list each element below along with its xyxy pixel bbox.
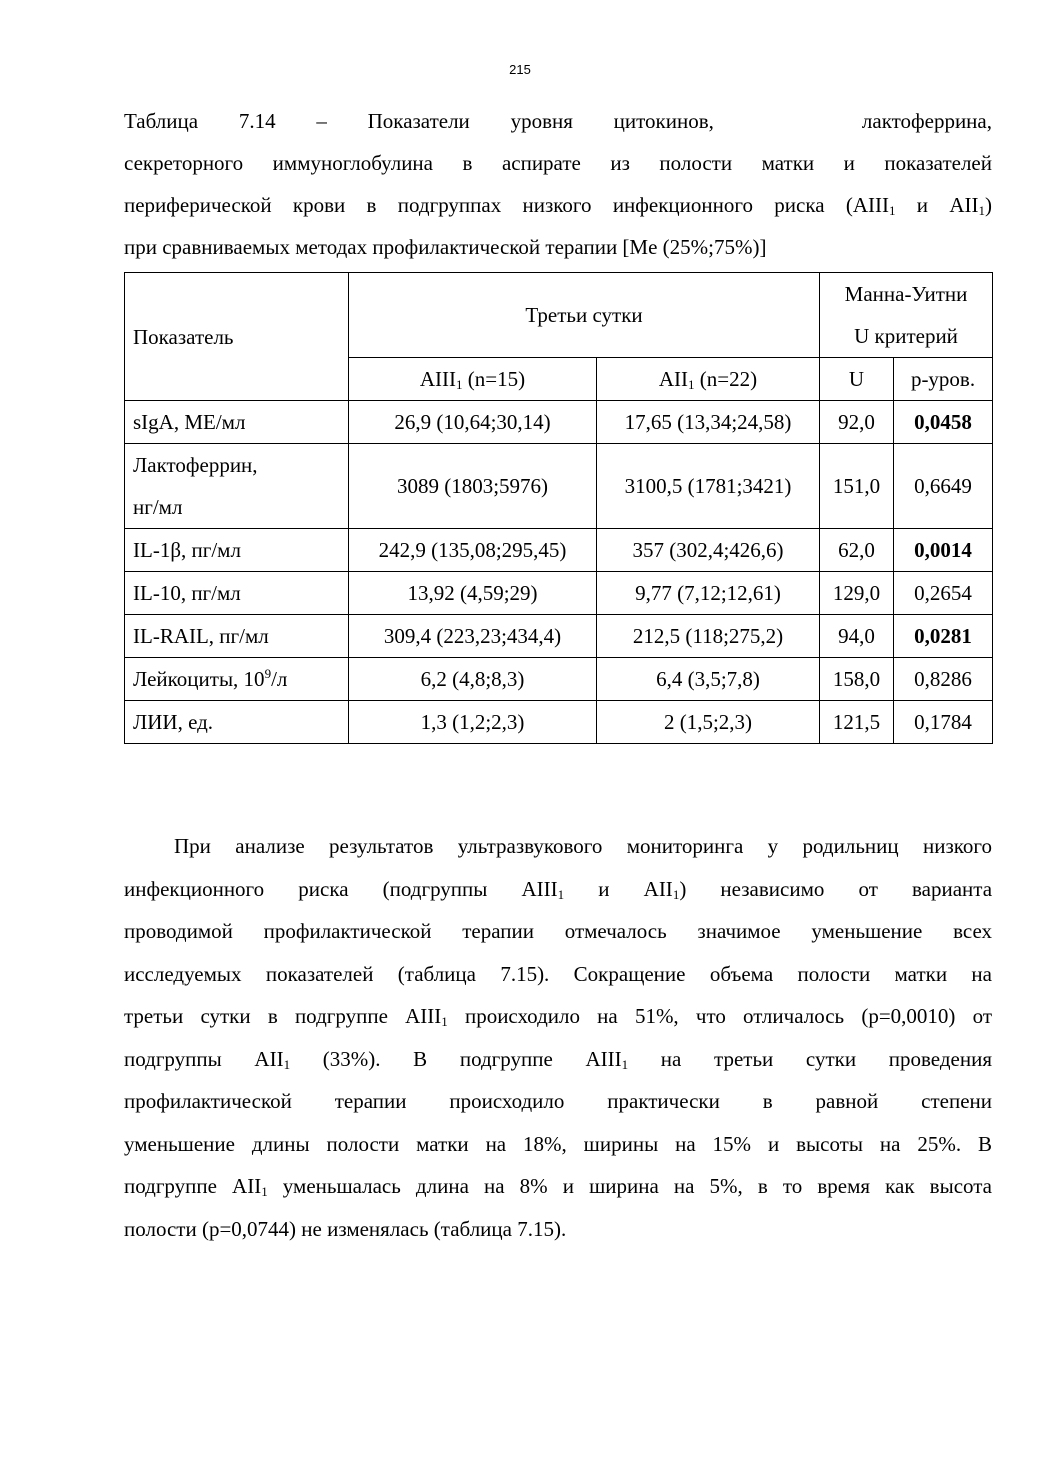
paragraph-text: При анализе результатов ультразвукового мониторинга у родильниц низкого — [174, 834, 992, 858]
subscript: 1 — [889, 203, 896, 218]
header-p: р-уров. — [894, 358, 993, 401]
header-u: U — [820, 358, 894, 401]
group-n: (n=15) — [462, 367, 526, 391]
page-number: 215 — [509, 62, 531, 77]
row-p-value: 0,2654 — [894, 572, 993, 615]
caption-text: и АII — [895, 193, 979, 217]
row-u-value: 151,0 — [820, 444, 894, 529]
paragraph-text: уменьшалась длина на 8% и ширина на 5%, в то время как высота — [267, 1174, 992, 1198]
caption-line-4: при сравниваемых методах профилактической терапии [Me (25%;75%)] — [124, 235, 767, 259]
row-indicator: ЛИИ, ед. — [125, 701, 349, 744]
row-group-1-value: 1,3 (1,2;2,3) — [349, 701, 597, 744]
row-indicator — [125, 444, 349, 529]
subscript: 1 — [456, 377, 463, 392]
paragraph-line — [124, 1038, 992, 1081]
header-mw-line-2: U критерий — [854, 324, 958, 348]
paragraph-line: уменьшение длины полости матки на 18%, ширины на 15% и высоты на 25%. В — [124, 1131, 992, 1156]
data-table — [124, 272, 993, 744]
table-row — [125, 401, 993, 444]
table-row — [125, 529, 993, 572]
subscript: 1 — [672, 886, 680, 902]
paragraph-text: происходило на 51%, что отличалось (р=0,0010) от — [447, 1004, 993, 1028]
row-u-value: 158,0 — [820, 658, 894, 701]
caption-text: периферической крови в подгруппах низкого инфекционного риска (АIII — [124, 193, 889, 217]
group-n: (n=22) — [694, 367, 758, 391]
row-p-value: 0,0014 — [894, 529, 993, 572]
subscript: 1 — [441, 1014, 448, 1029]
paragraph-line — [124, 868, 992, 911]
table-row — [125, 701, 993, 744]
caption-line-1 — [124, 100, 992, 142]
row-indicator-line: Лактоферрин, — [133, 453, 258, 477]
paragraph-line: профилактической терапии происходило практически в равной степени — [124, 1089, 992, 1113]
paragraph-line — [124, 825, 992, 868]
header-group-2 — [597, 358, 820, 401]
paragraph-line — [124, 995, 992, 1038]
row-indicator: IL-10, пг/мл — [125, 572, 349, 615]
paragraph-text: и АII — [564, 876, 673, 901]
paragraph-text: на третьи сутки проведения — [628, 1046, 992, 1071]
group-label: АII — [658, 367, 689, 391]
row-p-value: 0,0458 — [894, 401, 993, 444]
row-group-1-value: 242,9 (135,08;295,45) — [349, 529, 597, 572]
row-u-value: 92,0 — [820, 401, 894, 444]
row-p-value: 0,0281 — [894, 615, 993, 658]
row-p-value: 0,6649 — [894, 444, 993, 529]
header-mann-whitney — [820, 273, 993, 358]
header-indicator: Показатель — [125, 273, 349, 401]
paragraph-line — [124, 1165, 992, 1208]
paragraph-text: (33%). В подгруппе АIII — [290, 1046, 622, 1071]
subscript: 1 — [978, 203, 986, 218]
paragraph-line: исследуемых показателей (таблица 7.15). Сокращение объема полости матки на — [124, 961, 992, 986]
subscript: 1 — [283, 1056, 291, 1072]
caption-text: ) — [985, 193, 993, 217]
header-mw-line-1: Манна-Уитни — [844, 282, 968, 306]
caption-text: Таблица 7.14 – Показатели уровня цитокинов, — [124, 109, 714, 133]
row-u-value: 121,5 — [820, 701, 894, 744]
row-group-2-value: 9,77 (7,12;12,61) — [597, 572, 820, 615]
row-group-1-value: 13,92 (4,59;29) — [349, 572, 597, 615]
row-indicator-text: Лейкоциты, 10 — [133, 667, 265, 691]
paragraph-text: подгруппы АII — [124, 1046, 284, 1071]
header-group-1 — [349, 358, 597, 401]
paragraph-text: инфекционного риска (подгруппы АIII — [124, 876, 558, 901]
paragraph-text: ) независимо от варианта — [679, 876, 993, 901]
row-indicator — [125, 658, 349, 701]
subscript: 1 — [557, 886, 565, 902]
row-group-2-value: 17,65 (13,34;24,58) — [597, 401, 820, 444]
row-group-2-value: 357 (302,4;426,6) — [597, 529, 820, 572]
row-group-2-value: 2 (1,5;2,3) — [597, 701, 820, 744]
group-label: АIII — [419, 367, 457, 391]
row-group-1-value: 6,2 (4,8;8,3) — [349, 658, 597, 701]
row-group-1-value: 309,4 (223,23;434,4) — [349, 615, 597, 658]
row-u-value: 62,0 — [820, 529, 894, 572]
header-period: Третьи сутки — [349, 273, 820, 358]
row-indicator-line: нг/мл — [133, 495, 183, 519]
paragraph-text: подгруппе АII — [124, 1174, 262, 1198]
row-indicator-text: /л — [271, 667, 288, 691]
caption-line-3 — [124, 184, 992, 226]
row-group-1-value: 3089 (1803;5976) — [349, 444, 597, 529]
row-indicator: sIgA, МЕ/мл — [125, 401, 349, 444]
row-indicator: IL-1β, пг/мл — [125, 529, 349, 572]
row-u-value: 94,0 — [820, 615, 894, 658]
table-caption — [124, 100, 992, 268]
row-p-value: 0,1784 — [894, 701, 993, 744]
row-group-2-value: 3100,5 (1781;3421) — [597, 444, 820, 529]
table-row — [125, 658, 993, 701]
row-group-1-value: 26,9 (10,64;30,14) — [349, 401, 597, 444]
subscript: 1 — [688, 377, 695, 392]
row-u-value: 129,0 — [820, 572, 894, 615]
caption-text: лактоферрина, — [861, 109, 992, 133]
header-row — [125, 273, 993, 358]
row-p-value: 0,8286 — [894, 658, 993, 701]
row-group-2-value: 212,5 (118;275,2) — [597, 615, 820, 658]
subscript: 1 — [261, 1184, 268, 1199]
paragraph-text: третьи сутки в подгруппе АIII — [124, 1004, 442, 1028]
row-indicator: IL-RAIL, пг/мл — [125, 615, 349, 658]
paragraph-line: полости (р=0,0744) не изменялась (таблица 7.15). — [124, 1216, 567, 1241]
subscript: 1 — [621, 1056, 629, 1072]
superscript: 9 — [264, 666, 272, 681]
row-group-2-value: 6,4 (3,5;7,8) — [597, 658, 820, 701]
table-row — [125, 572, 993, 615]
body-paragraph — [124, 825, 992, 1250]
paragraph-line: проводимой профилактической терапии отмечалось значимое уменьшение всех — [124, 919, 992, 943]
table-row — [125, 615, 993, 658]
caption-line-2: секреторного иммуноглобулина в аспирате из полости матки и показателей — [124, 151, 992, 175]
table-row — [125, 444, 993, 529]
